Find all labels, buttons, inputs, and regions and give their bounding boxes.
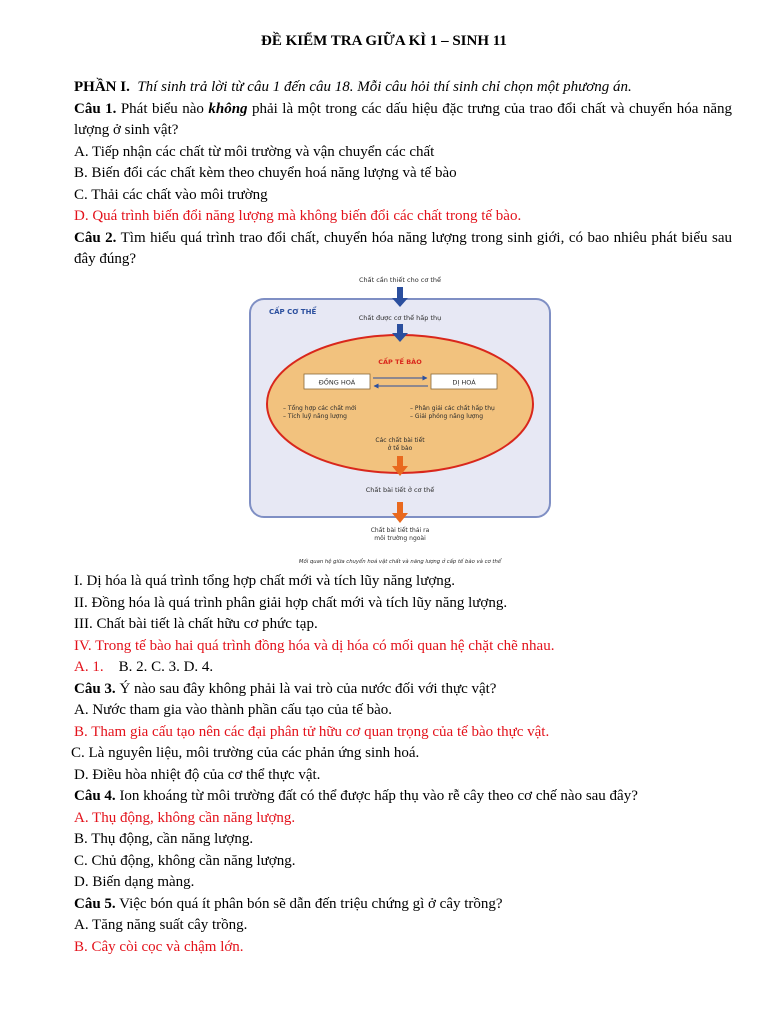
anabolism-point-2: – Tích luỹ năng lượng <box>283 413 347 420</box>
body-excreted-label: Chất bài tiết ở cơ thể <box>365 486 435 494</box>
metabolism-diagram <box>247 270 552 570</box>
anabolism-point-1: – Tổng hợp các chất mới <box>283 405 357 412</box>
figure-caption: Mối quan hệ giữa chuyển hoá vật chất và năng lượng ở cấp tế bào và cơ thể <box>298 559 502 565</box>
top-input-label: Chất cần thiết cho cơ thể <box>358 276 442 284</box>
part-1-text: Thí sinh trả lời từ câu 1 đến câu 18. Mỗi câu hỏi thí sinh chỉ chọn một phương án. <box>137 79 632 95</box>
q1-option-b: B. Biến đổi các chất kèm theo chuyển hoá năng lượng và tế bào <box>74 165 457 181</box>
q3-option-b-answer: B. Tham gia cấu tạo nên các đại phân tử hữu cơ quan trọng của tế bào thực vật. <box>74 723 550 740</box>
question-2 <box>74 228 732 271</box>
q3-option-c: C. Là nguyên liệu, môi trường của các phản ứng sinh hoá. <box>71 745 420 761</box>
anabolism-label: ĐỒNG HOÁ <box>318 378 356 387</box>
q3-option-d: D. Điều hòa nhiệt độ của cơ thể thực vật. <box>74 766 321 783</box>
q3-text: Ý nào sau đây không phải là vai trò của nước đối với thực vật? <box>119 680 497 697</box>
q1-text-after: phải là một trong các dấu hiệu đặc trưng của trao đổi chất và chuyển hóa năng lượng ở sinh vật? <box>74 100 733 138</box>
q3-label: Câu 3. <box>74 680 116 697</box>
catabolism-point-1: – Phân giải các chất hấp thụ <box>410 405 495 412</box>
q4-option-d: D. Biến dạng màng. <box>74 874 195 890</box>
q2-label: Câu 2. <box>74 229 117 246</box>
q3-option-a: A. Nước tham gia vào thành phần cấu tạo của tế bào. <box>74 702 393 718</box>
section-part-1 <box>74 77 732 271</box>
part-1-instruction <box>74 77 732 99</box>
question-1 <box>74 99 732 142</box>
cell-excreted-line-2: ở tế bào <box>387 445 413 452</box>
q2-statement-4-correct: IV. Trong tế bào hai quá trình đồng hóa và dị hóa có mối quan hệ chặt chẽ nhau. <box>74 637 555 654</box>
q4-option-b: B. Thụ động, cần năng lượng. <box>74 831 254 847</box>
cell-level-label: CẤP TẾ BÀO <box>378 358 422 366</box>
q1-emphasis: không <box>208 100 248 117</box>
q2-statement-1: I. Dị hóa là quá trình tổng hợp chất mới và tích lũy năng lượng. <box>74 573 456 589</box>
q1-option-a: A. Tiếp nhận các chất từ môi trường và vận chuyển các chất <box>74 143 435 160</box>
catabolism-point-2: – Giải phóng năng lượng <box>410 413 484 420</box>
catabolism-label: DỊ HOÁ <box>452 378 476 387</box>
q1-option-d-answer: D. Quá trình biến đổi năng lượng mà không biến đổi các chất trong tế bào. <box>74 208 522 224</box>
q2-statement-2: II. Đồng hóa là quá trình phân giải hợp chất mới và tích lũy năng lượng. <box>74 594 508 611</box>
metabolism-diagram-svg <box>247 270 552 570</box>
q4-label: Câu 4. <box>74 788 116 804</box>
document-title: ĐỀ KIỂM TRA GIỮA KÌ 1 – SINH 11 <box>261 33 507 49</box>
cell-excreted-line-1: Các chất bài tiết <box>375 437 425 444</box>
q4-text: Ion khoáng từ môi trường đất có thể được hấp thụ vào rễ cây theo cơ chế nào sau đây? <box>119 788 638 804</box>
body-level-label: CẤP CƠ THỂ <box>269 308 317 316</box>
q5-option-a: A. Tăng năng suất cây trồng. <box>74 917 248 933</box>
q1-option-c: C. Thải các chất vào môi trường <box>74 186 268 203</box>
q2-answer-a-correct: A. 1. <box>74 659 104 675</box>
q2-answer-others: B. 2. C. 3. D. 4. <box>118 659 214 675</box>
q1-label: Câu 1. <box>74 100 117 117</box>
environment-line-2: môi trường ngoài <box>374 535 426 542</box>
q2-statement-3: III. Chất bài tiết là chất hữu cơ phức tạp. <box>74 616 318 632</box>
q4-option-a-answer: A. Thụ động, không cần năng lượng. <box>74 809 296 826</box>
q4-option-c: C. Chủ động, không cần năng lượng. <box>74 852 296 869</box>
question-3 <box>74 679 732 701</box>
q1-text-before: Phát biểu nào <box>120 100 204 117</box>
section-questions-continued <box>71 571 732 958</box>
part-1-label: PHẦN I. <box>74 79 130 95</box>
q2-text: Tìm hiểu quá trình trao đổi chất, chuyển hóa năng lượng trong sinh giới, có bao nhiêu phát biểu sau đây đúng? <box>74 229 732 267</box>
question-5 <box>74 894 732 916</box>
question-4 <box>74 786 732 808</box>
environment-line-1: Chất bài tiết thải ra <box>370 527 430 534</box>
q5-text: Việc bón quá ít phân bón sẽ dẫn đến triệu chứng gì ở cây trồng? <box>119 895 503 912</box>
cell-level-ellipse <box>267 335 533 473</box>
absorbed-label: Chất được cơ thể hấp thụ <box>358 314 442 322</box>
q5-label: Câu 5. <box>74 895 116 912</box>
q2-answers <box>74 657 732 679</box>
q5-option-b-answer: B. Cây còi cọc và chậm lớn. <box>74 938 244 955</box>
